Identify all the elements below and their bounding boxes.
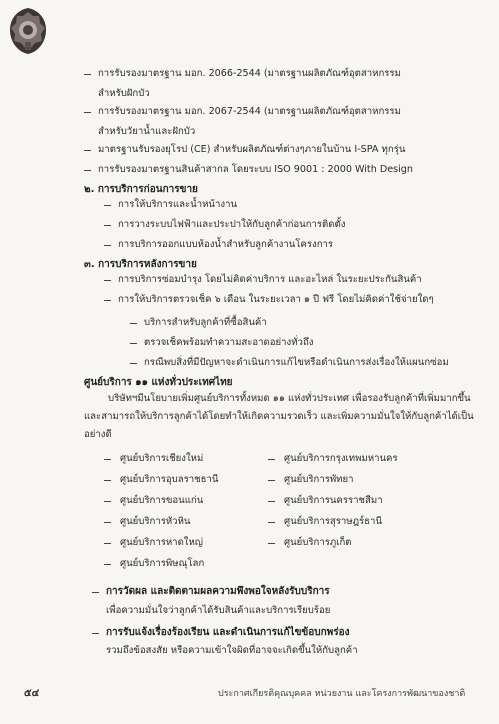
complaints-heading: การรับแจ้งเรื่องร้องเรียน และดำเนินการแก้ไขข้อบกพร่อง xyxy=(106,627,350,638)
center-right-3: ศูนย์บริการนครราชสีมา xyxy=(284,495,383,506)
center-left-1: ศูนย์บริการเชียงใหม่ xyxy=(120,453,204,464)
evaluation-text: เพื่อความมั่นใจว่าลูกค้าได้รับสินค้าและบริการเรียบร้อย xyxy=(106,605,331,616)
section3-subitem-1: บริการสำหรับลูกค้าที่ซื้อสินค้า xyxy=(144,317,267,328)
bullet-dash xyxy=(104,225,111,226)
section3-subitem-3: กรณีพบสิ่งที่มีปัญหาจะดำเนินการแก้ไขหรือดำเนินการส่งเรื่องให้แผนกซ่อม xyxy=(144,357,449,368)
standard-1-line1: การรับรองมาตรฐาน มอก. 2066-2544 (มาตรฐานผลิตภัณฑ์อุตสาหกรรม xyxy=(98,68,401,79)
center-left-3: ศูนย์บริการขอนแก่น xyxy=(120,495,204,506)
bullet-dash xyxy=(104,205,111,206)
center-left-2: ศูนย์บริการอุบลราชธานี xyxy=(120,474,219,485)
centers-paragraph-line2: และสามารถให้บริการลูกค้าได้โดยทำให้เกิดความรวดเร็ว และเพิ่มความมั่นใจให้กับลูกค้าได้เป็น xyxy=(84,411,474,422)
center-left-5: ศูนย์บริการหาดใหญ่ xyxy=(120,537,203,548)
bullet-dash xyxy=(268,501,275,502)
bullet-dash xyxy=(268,459,275,460)
bullet-dash xyxy=(104,522,111,523)
center-left-4: ศูนย์บริการหัวหิน xyxy=(120,516,191,527)
bullet-dash xyxy=(104,280,111,281)
centers-heading: ศูนย์บริการ ๑๑ แห่งทั่วประเทศไทย xyxy=(84,377,233,388)
center-left-6: ศูนย์บริการพิษณุโลก xyxy=(120,558,205,569)
centers-paragraph-line1: บริษัทฯมีนโยบายเพิ่มศูนย์บริการทั้งหมด ๑๑ แห่งทั่วประเทศ เพื่อรองรับลูกค้าที่เพิ่มมากขึ้น xyxy=(108,393,471,404)
footer-caption: ประกาศเกียรติคุณบุคคล หน่วยงาน และโครงการพัฒนาของชาติ xyxy=(218,689,466,699)
section3-item-1: การบริการซ่อมบำรุง โดยไม่คิดค่าบริการ และอะไหล่ ในระยะประกันสินค้า xyxy=(118,274,422,285)
evaluation-heading: การวัดผล และติดตามผลความพึงพอใจหลังรับบริการ xyxy=(106,586,330,597)
bullet-dash xyxy=(104,564,111,565)
bullet-dash xyxy=(84,74,91,75)
standard-2-line1: การรับรองมาตรฐาน มอก. 2067-2544 (มาตรฐานผลิตภัณฑ์อุตสาหกรรม xyxy=(98,106,401,117)
bullet-dash xyxy=(84,150,91,151)
bullet-dash xyxy=(130,343,137,344)
bullet-dash xyxy=(84,170,91,171)
complaints-text: รวมถึงข้อสงสัย หรือความเข้าใจผิดที่อาจจะเกิดขึ้นให้กับลูกค้า xyxy=(106,645,358,656)
page-number: ๕๔ xyxy=(24,688,40,699)
bullet-dash xyxy=(268,543,275,544)
section2-item-3: การบริการออกแบบห้องน้ำสำหรับลูกค้างานโครงการ xyxy=(118,239,334,250)
section2-item-1: การให้บริการและน้ำหน้างาน xyxy=(118,199,238,210)
center-right-2: ศูนย์บริการพัทยา xyxy=(284,474,354,485)
bullet-dash xyxy=(130,323,137,324)
center-right-5: ศูนย์บริการภูเก็ต xyxy=(284,537,352,548)
center-right-1: ศูนย์บริการกรุงเทพมหานคร xyxy=(284,453,398,464)
standard-4: การรับรองมาตรฐานสินค้าสากล โดยระบบ ISO 9001 : 2000 With Design xyxy=(98,164,413,175)
bullet-dash xyxy=(92,633,99,634)
section3-heading: ๓. การบริการหลังการขาย xyxy=(84,259,197,270)
emblem-logo xyxy=(6,6,50,56)
bullet-dash xyxy=(104,300,111,301)
section3-item-2: การให้บริการตรวจเช็ค ๖ เดือน ในระยะเวลา ๑ ปี ฟรี โดยไม่คิดค่าใช้จ่ายใดๆ xyxy=(118,294,434,305)
standard-3: มาตรฐานรับรองยุโรป (CE) สำหรับผลิตภัณฑ์ต่างๆภายในบ้าน I-SPA ทุกรุ่น xyxy=(98,144,406,155)
bullet-dash xyxy=(268,480,275,481)
bullet-dash xyxy=(84,112,91,113)
bullet-dash xyxy=(92,592,99,593)
bullet-dash xyxy=(104,245,111,246)
centers-paragraph-line3: อย่างดี xyxy=(84,429,112,440)
bullet-dash xyxy=(268,522,275,523)
bullet-dash xyxy=(104,459,111,460)
bullet-dash xyxy=(130,363,137,364)
section2-heading: ๒. การบริการก่อนการขาย xyxy=(84,184,198,195)
bullet-dash xyxy=(104,543,111,544)
bullet-dash xyxy=(104,501,111,502)
bullet-dash xyxy=(104,480,111,481)
standard-1-line2: สำหรับฝักบัว xyxy=(98,88,150,99)
section2-item-2: การวางระบบไฟฟ้าและประปาให้กับลูกค้าก่อนการติดตั้ง xyxy=(118,219,346,230)
section3-subitem-2: ตรวจเช็คพร้อมทำความสะอาดอย่างทั่วถึง xyxy=(144,337,314,348)
center-right-4: ศูนย์บริการสุราษฎร์ธานี xyxy=(284,516,382,527)
standard-2-line2: สำหรับวัยาน้ำและฝักบัว xyxy=(98,126,196,137)
